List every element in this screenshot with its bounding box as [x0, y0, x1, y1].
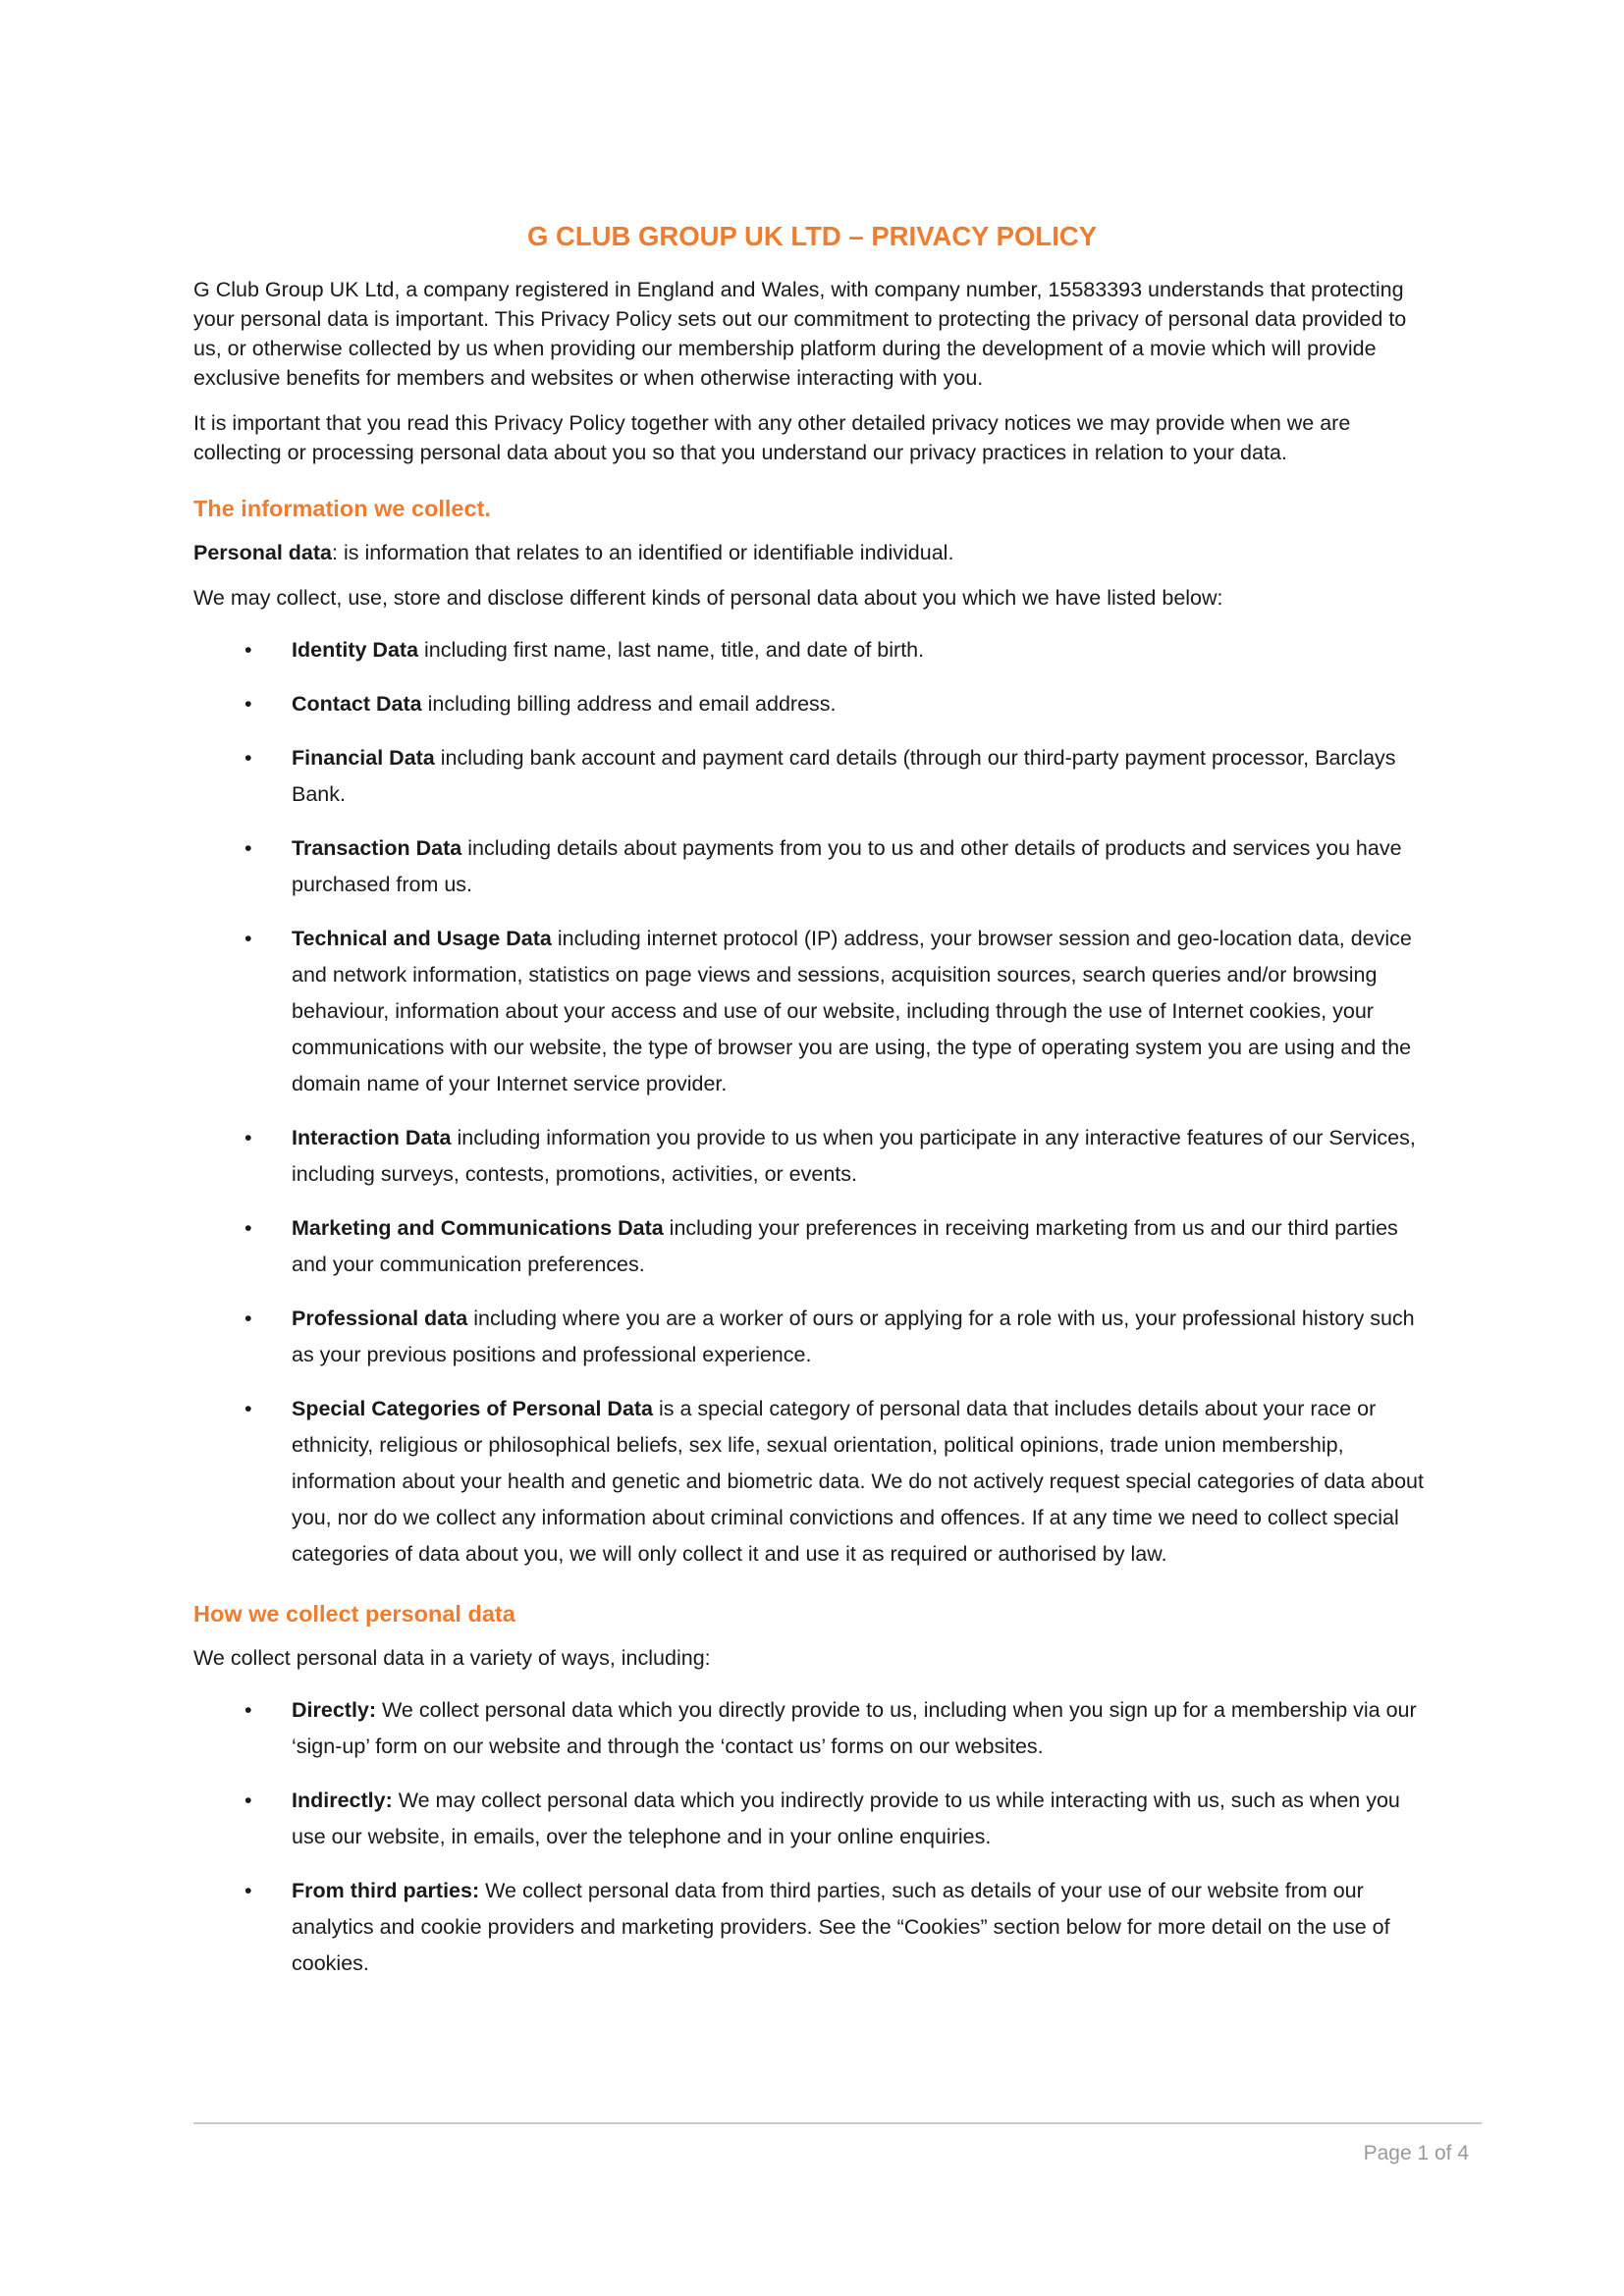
bullet-icon: •	[244, 1397, 252, 1420]
bullet-icon: •	[244, 692, 252, 716]
bullet-icon: •	[244, 1698, 252, 1722]
list-item-term: Professional data	[292, 1307, 468, 1330]
list-item-term: Directly:	[292, 1698, 377, 1722]
list-item	[193, 921, 1431, 1102]
list-item	[193, 1301, 1431, 1373]
section-heading-how-we-collect: How we collect personal data	[193, 1601, 515, 1627]
list-item-text: We collect personal data from third parties, such as details of your use of our website from our analytics and cookie providers and marketing providers. See the “Cookies” section below for more detail on the use of cookies.	[292, 1879, 1390, 1975]
bullet-icon: •	[244, 1216, 252, 1240]
list-item	[193, 1210, 1431, 1283]
list-item	[193, 1873, 1431, 1982]
list-item-term: Contact Data	[292, 692, 422, 716]
intro-paragraph-2: It is important that you read this Privacy Policy together with any other detailed privacy notices we may provide when we are collecting or processing personal data about you so that you understand our privacy practices in relation to your data.	[193, 411, 1351, 464]
footer-divider	[193, 2122, 1482, 2124]
list-item-text: including your preferences in receiving marketing from us and our third parties and your communication preferences.	[292, 1216, 1398, 1276]
list-item-term: Technical and Usage Data	[292, 927, 552, 950]
list-item	[193, 1391, 1431, 1573]
section1-lead: We may collect, use, store and disclose different kinds of personal data about you which we have listed below:	[193, 586, 1223, 610]
document-title: G CLUB GROUP UK LTD – PRIVACY POLICY	[526, 221, 1098, 251]
list-item-text: We may collect personal data which you indirectly provide to us while interacting with us, such as when you use our website, in emails, over the telephone and in your online enquiries.	[292, 1789, 1400, 1848]
page-number: Page 1 of 4	[1363, 2142, 1469, 2164]
list-item	[193, 830, 1431, 903]
list-item-text: including internet protocol (IP) address, your browser session and geo-location data, device and network information, statistics on page views and sessions, acquisition sources, search queries and/or browsing behaviour, information about your access and use of our website, including through the use of Internet cookies, your communications with our website, the type of browser you are using, the type of operating system you are using and the domain name of your Internet service provider.	[292, 927, 1412, 1095]
list-item-term: Interaction Data	[292, 1126, 452, 1149]
section-heading-information-collected: The information we collect.	[193, 496, 491, 521]
list-item	[193, 740, 1431, 813]
list-item-term: From third parties:	[292, 1879, 480, 1902]
data-types-list	[193, 632, 1431, 1573]
bullet-icon: •	[244, 836, 252, 860]
document-page	[193, 218, 1431, 2000]
intro-paragraph-1: G Club Group UK Ltd, a company registered in England and Wales, with company number, 15583393 understands that protecting your personal data is important. This Privacy Policy sets out our commitment to protecting the privacy of personal data provided to us, or otherwise collected by us when providing our membership platform during the development of a movie which will provide exclusive benefits for members and websites or when otherwise interacting with you.	[193, 278, 1407, 390]
list-item-term: Identity Data	[292, 638, 419, 662]
list-item-term: Marketing and Communications Data	[292, 1216, 664, 1240]
list-item-term: Special Categories of Personal Data	[292, 1397, 654, 1420]
list-item	[193, 686, 1431, 722]
list-item-text: is a special category of personal data that includes details about your race or ethnicity, religious or philosophical beliefs, sex life, sexual orientation, political opinions, trade union membership, information about your health and genetic and biometric data. We do not actively request special categories of data about you, nor do we collect any information about criminal convictions and offences. If at any time we need to collect special categories of data about you, we will only collect it and use it as required or authorised by law.	[292, 1397, 1424, 1566]
bullet-icon: •	[244, 927, 252, 950]
list-item	[193, 1692, 1431, 1765]
personal-data-definition	[193, 538, 1431, 567]
list-item-text: including details about payments from you to us and other details of products and services you have purchased from us.	[292, 836, 1402, 896]
list-item	[193, 1120, 1431, 1193]
definition-text: : is information that relates to an identified or identifiable individual.	[332, 541, 954, 564]
list-item-text: including information you provide to us when you participate in any interactive features of our Services, including surveys, contests, promotions, activities, or events.	[292, 1126, 1416, 1186]
collection-methods-list	[193, 1692, 1431, 1982]
bullet-icon: •	[244, 1879, 252, 1902]
section2-lead: We collect personal data in a variety of ways, including:	[193, 1646, 711, 1670]
list-item-text: including where you are a worker of ours or applying for a role with us, your professional history such as your previous positions and professional experience.	[292, 1307, 1415, 1366]
list-item-text: including first name, last name, title, and date of birth.	[418, 638, 925, 662]
list-item-text: including bank account and payment card details (through our third-party payment processor, Barclays Bank.	[292, 746, 1396, 806]
bullet-icon: •	[244, 1789, 252, 1812]
bullet-icon: •	[244, 746, 252, 770]
list-item-term: Indirectly:	[292, 1789, 393, 1812]
list-item	[193, 1783, 1431, 1855]
list-item	[193, 632, 1431, 668]
definition-term: Personal data	[193, 541, 332, 564]
list-item-term: Financial Data	[292, 746, 435, 770]
list-item-term: Transaction Data	[292, 836, 462, 860]
bullet-icon: •	[244, 1307, 252, 1330]
list-item-text: including billing address and email address.	[421, 692, 837, 716]
bullet-icon: •	[244, 1126, 252, 1149]
bullet-icon: •	[244, 638, 252, 662]
list-item-text: We collect personal data which you directly provide to us, including when you sign up for a membership via our ‘sign-up’ form on our website and through the ‘contact us’ forms on our websites.	[292, 1698, 1417, 1758]
